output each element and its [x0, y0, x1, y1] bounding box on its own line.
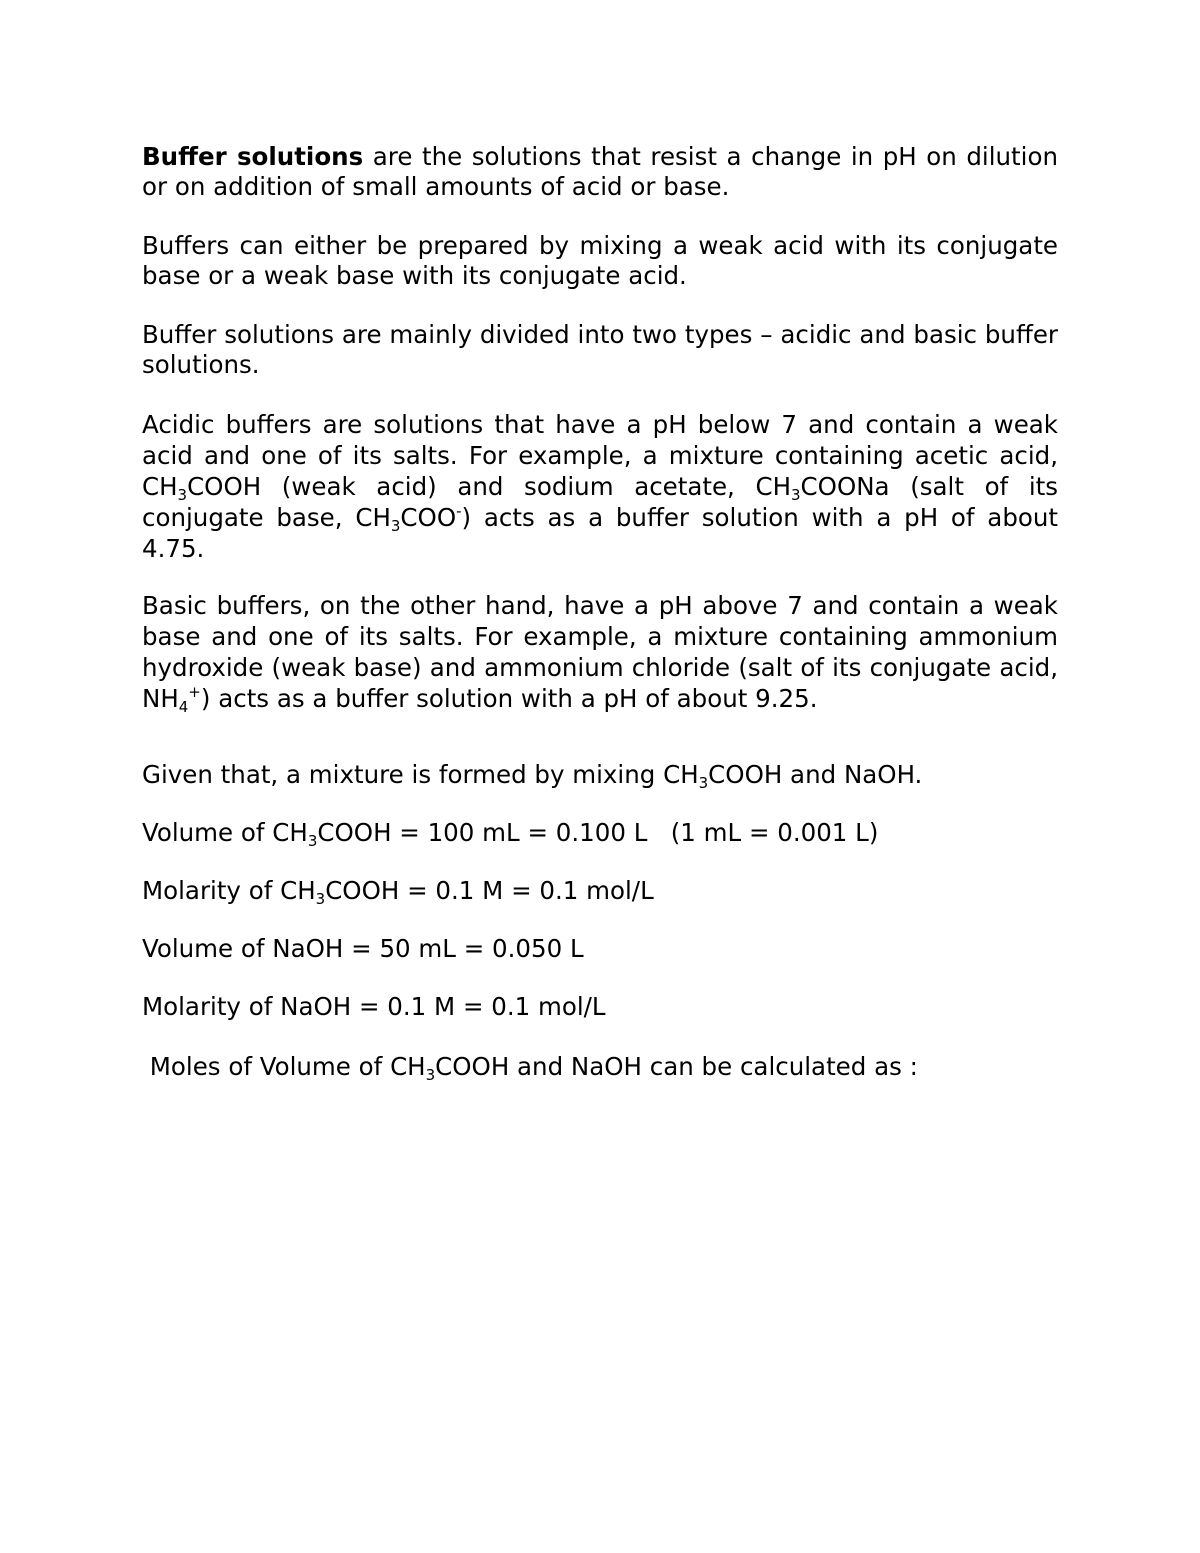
line-moles-calculation — [142, 1052, 918, 1082]
superscript: - — [456, 502, 462, 520]
text-run: COOH (weak acid) and sodium acetate, CH — [187, 472, 791, 501]
text-run: Acidic buffers are solutions that have a pH below 7 and contain a weak acid and one of its salts. For example, a mixture containing acetic acid, CH — [142, 410, 1058, 501]
text-run: COOH = 100 mL = 0.100 L (1 mL = 0.001 L) — [317, 818, 879, 847]
paragraph-buffer-preparation: Buffers can either be prepared by mixing a weak acid with its conjugate base or a weak base with its conjugate acid. — [142, 231, 1058, 290]
bold-term: Buffer solutions — [142, 142, 364, 171]
subscript: 3 — [698, 774, 709, 792]
subscript: 3 — [425, 1066, 436, 1084]
line-molarity-base: Molarity of NaOH = 0.1 M = 0.1 mol/L — [142, 992, 606, 1021]
line-volume-acid — [142, 818, 878, 848]
line-volume-base: Volume of NaOH = 50 mL = 0.050 L — [142, 934, 584, 963]
text-run: Volume of CH — [142, 818, 308, 847]
subscript: 3 — [791, 486, 801, 504]
subscript: 3 — [315, 890, 326, 908]
superscript: + — [188, 683, 201, 701]
subscript: 3 — [307, 832, 318, 850]
paragraph-acidic-buffers — [142, 409, 1058, 564]
paragraph-text: are the solutions that resist a change in pH on dilution or on addition of small amounts of acid or base. — [142, 142, 1058, 201]
paragraph-basic-buffers — [142, 590, 1058, 714]
text-run: COOH and NaOH. — [708, 760, 923, 789]
text-run: ) acts as a buffer solution with a pH of about 9.25. — [200, 684, 818, 713]
subscript: 4 — [178, 698, 189, 716]
text-run: COOH = 0.1 M = 0.1 mol/L — [325, 876, 654, 905]
line-given — [142, 760, 922, 790]
text-run: COOH and NaOH can be calculated as : — [435, 1052, 918, 1081]
text-run: COO — [400, 503, 457, 532]
paragraph-buffer-definition — [142, 142, 1058, 202]
text-run: Moles of Volume of CH — [142, 1052, 426, 1081]
line-molarity-acid — [142, 876, 654, 906]
text-run: Basic buffers, on the other hand, have a pH above 7 and contain a weak base and one of its salts. For example, a mixture containing ammonium hydroxide (weak base) and ammonium chloride (salt of its conjugate acid, NH — [142, 591, 1058, 713]
paragraph-buffer-types: Buffer solutions are mainly divided into two types – acidic and basic buffer solutions. — [142, 320, 1058, 379]
subscript: 3 — [177, 486, 188, 504]
subscript: 3 — [390, 517, 401, 535]
text-run: Given that, a mixture is formed by mixing CH — [142, 760, 699, 789]
text-run: COONa (salt of its conjugate base, CH — [142, 472, 1058, 532]
text-run: Molarity of CH — [142, 876, 316, 905]
text-run: ) acts as a buffer solution with a pH of about 4.75. — [142, 503, 1058, 563]
